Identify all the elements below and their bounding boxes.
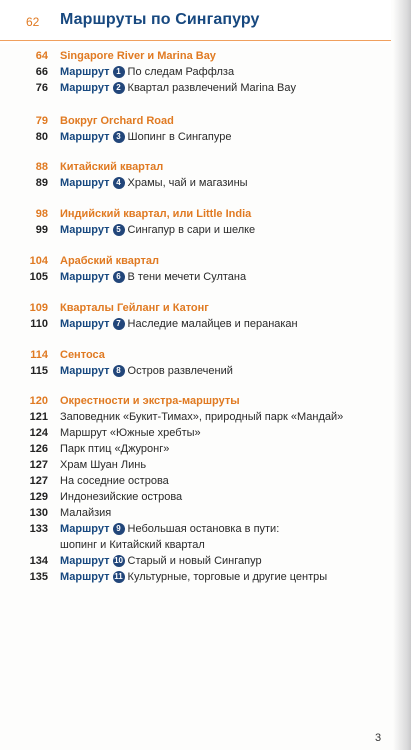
toc-section-title: Индийский квартал, или Little India <box>60 208 252 220</box>
toc-page-number: 114 <box>30 349 48 361</box>
toc-entry-title: В тени мечети Султана <box>127 271 247 283</box>
toc-section-title: Вокруг Orchard Road <box>60 115 174 127</box>
route-label: Маршрут <box>60 523 110 535</box>
toc-entry-title: По следам Раффлза <box>127 66 235 78</box>
toc-page-number: 89 <box>35 177 48 189</box>
route-label: Маршрут <box>60 365 110 377</box>
toc-page-number: 120 <box>29 395 48 407</box>
toc-entry-title: Остров развлечений <box>127 365 233 377</box>
route-number-badge: 2 <box>113 82 125 94</box>
route-number-badge: 6 <box>113 271 125 283</box>
toc-entry-title: Старый и новый Сингапур <box>127 555 262 567</box>
header-title: Маршруты по Сингапуру <box>60 11 260 28</box>
toc-route-entry <box>60 175 248 191</box>
toc-page-number: 135 <box>29 571 48 583</box>
route-number-badge: 10 <box>114 556 123 565</box>
toc-route-entry <box>60 569 327 585</box>
header-divider <box>0 40 391 41</box>
toc-entry-title: Индонезийские острова <box>60 491 183 503</box>
section-header <box>0 0 391 44</box>
toc-page-number: 76 <box>35 82 48 94</box>
toc-route-entry <box>60 363 233 379</box>
route-number-badge: 8 <box>113 365 125 377</box>
toc-page-number: 104 <box>29 255 48 267</box>
toc-page-number: 88 <box>35 161 48 173</box>
toc-entry-title: Храмы, чай и магазины <box>127 177 248 189</box>
toc-page-number: 66 <box>35 66 48 78</box>
toc-page-number: 126 <box>29 443 48 455</box>
toc-page-number: 124 <box>29 427 48 439</box>
page-number: 3 <box>375 732 382 744</box>
toc-entry-title: На соседние острова <box>60 475 169 487</box>
toc-entry-title: Шопинг в Сингапуре <box>127 131 232 143</box>
toc-entry-title: Небольшая остановка в пути: <box>127 523 280 535</box>
route-label: Маршрут <box>60 82 110 94</box>
toc-section-title: Окрестности и экстра-маршруты <box>60 395 240 407</box>
toc-entry-title: Сингапур в сари и шелке <box>127 224 256 236</box>
route-number-badge: 11 <box>114 572 123 581</box>
toc-page-number: 80 <box>35 131 48 143</box>
route-number-badge: 9 <box>113 523 125 535</box>
toc-route-entry <box>60 222 255 238</box>
toc-section-title: Сентоса <box>60 349 105 361</box>
page-edge-shadow <box>393 0 411 750</box>
toc-page-number: 127 <box>29 459 48 471</box>
toc-route-entry <box>60 64 234 80</box>
toc-entry-title: шопинг и Китайский квартал <box>60 539 205 551</box>
toc-section-title: Singapore River и Marina Bay <box>60 50 216 62</box>
toc-section-title: Кварталы Гейланг и Катонг <box>60 302 209 314</box>
route-label: Маршрут <box>60 131 110 143</box>
route-number-badge: 1 <box>113 66 125 78</box>
toc-entry-title: Наследие малайцев и перанакан <box>127 318 298 330</box>
route-label: Маршрут <box>60 271 110 283</box>
toc-route-entry <box>60 80 296 96</box>
toc-entry-title: Культурные, торговые и другие центры <box>127 571 328 583</box>
header-page-number[interactable]: 62 <box>26 15 40 29</box>
toc-page-number: 127 <box>29 475 48 487</box>
toc-page-number: 64 <box>35 50 48 62</box>
toc-entry-title: Парк птиц «Джуронг» <box>60 443 170 455</box>
toc-page-number: 99 <box>35 224 48 236</box>
toc-route-entry <box>60 316 298 332</box>
toc-page-number: 134 <box>29 555 48 567</box>
toc-entry-title: Малайзия <box>60 507 112 519</box>
toc-page-number: 109 <box>29 302 48 314</box>
toc-page-number: 121 <box>29 411 48 423</box>
route-number-badge: 3 <box>113 131 125 143</box>
route-label: Маршрут <box>60 66 110 78</box>
route-label: Маршрут <box>60 571 110 583</box>
route-label: Маршрут <box>60 318 110 330</box>
route-label: Маршрут <box>60 555 110 567</box>
route-number-badge: 5 <box>113 224 125 236</box>
toc-entry-title: Храм Шуан Линь <box>60 459 147 471</box>
toc-page-number: 133 <box>29 523 48 535</box>
toc-route-entry <box>60 269 246 285</box>
toc-route-entry <box>60 553 262 569</box>
toc-entry-title: Маршрут «Южные хребты» <box>60 427 201 439</box>
toc-page-number: 110 <box>30 318 48 330</box>
toc-section-title: Арабский квартал <box>60 255 159 267</box>
toc-section-title: Китайский квартал <box>60 161 164 173</box>
toc-entry-title: Заповедник «Букит-Тимах», природный парк «Мандай» <box>60 411 344 423</box>
toc-page-number: 79 <box>35 115 48 127</box>
route-label: Маршрут <box>60 224 110 236</box>
route-label: Маршрут <box>60 177 110 189</box>
toc-page-number: 130 <box>29 507 48 519</box>
toc-page-number: 129 <box>29 491 48 503</box>
toc-entry-title: Квартал развлечений Marina Bay <box>127 82 296 94</box>
toc-page-number: 115 <box>30 365 48 377</box>
toc-page-number: 98 <box>35 208 48 220</box>
route-number-badge: 7 <box>113 318 125 330</box>
toc-page-number: 105 <box>29 271 48 283</box>
route-number-badge: 4 <box>113 177 125 189</box>
toc-route-entry <box>60 129 232 145</box>
toc-route-entry <box>60 521 279 537</box>
